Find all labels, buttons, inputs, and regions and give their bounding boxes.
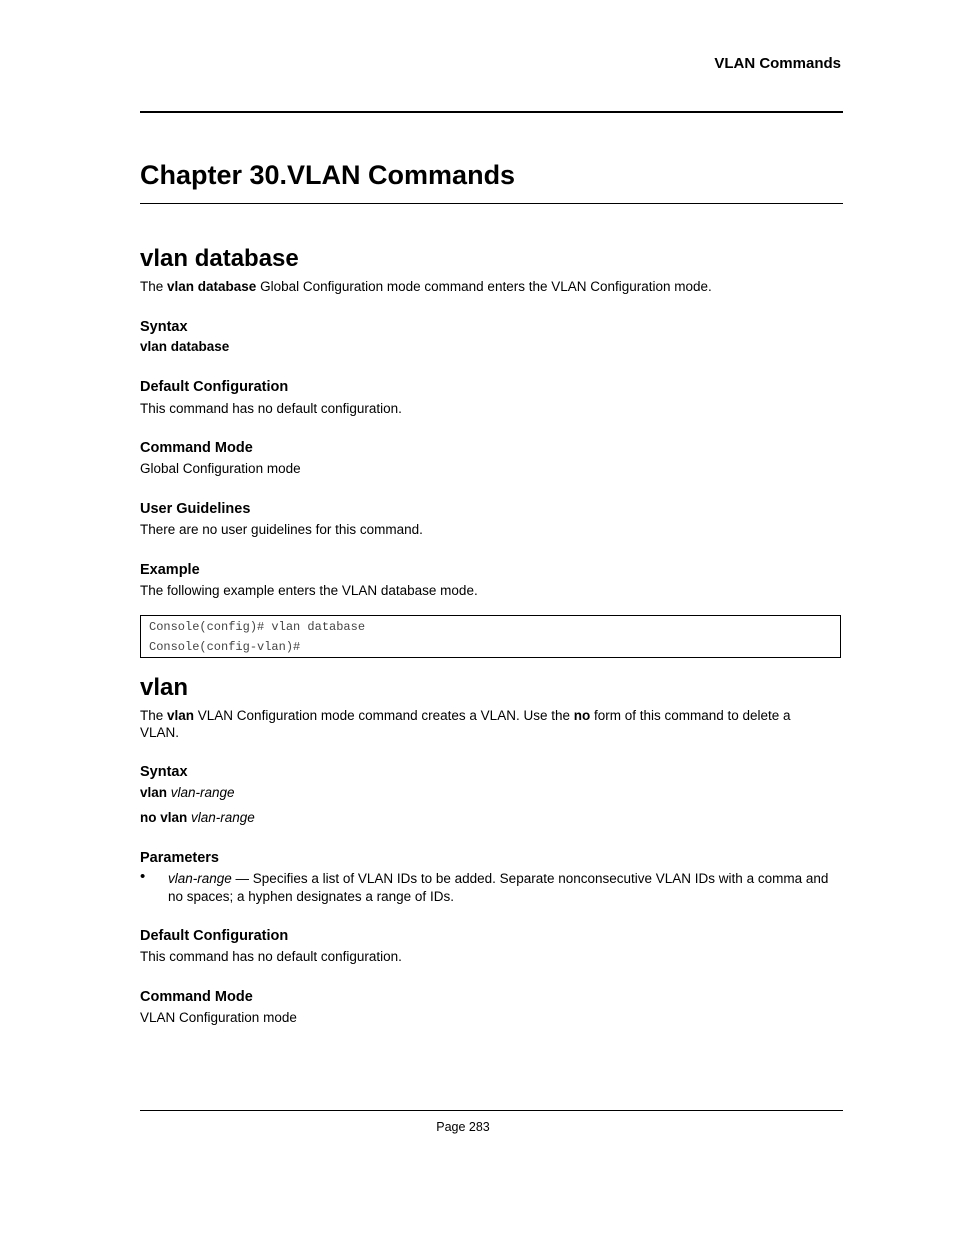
command-description	[140, 278, 830, 295]
default-configuration-text: This command has no default configuration.	[140, 949, 402, 964]
code-line: Console(config-vlan)#	[149, 640, 301, 654]
default-configuration-text: This command has no default configuration.	[140, 401, 402, 416]
syntax-line	[140, 339, 229, 354]
syntax-line	[140, 785, 235, 800]
syntax-command: vlan	[140, 785, 168, 800]
description-text: Global Configuration mode command enters the VLAN Configuration mode.	[256, 279, 712, 294]
syntax-command: no vlan	[140, 810, 188, 825]
section-heading-default-configuration: Default Configuration	[140, 379, 289, 395]
section-heading-default-configuration: Default Configuration	[140, 928, 289, 944]
parameter-name: vlan-range	[168, 871, 232, 886]
description-command-name: vlan	[167, 708, 195, 723]
page-number: Page 283	[436, 1120, 490, 1134]
description-text: VLAN Configuration mode command creates a VLAN. Use the	[194, 708, 574, 723]
description-text: form of this command to delete a VLAN.	[140, 708, 791, 740]
section-heading-example: Example	[140, 562, 200, 578]
section-heading-command-mode: Command Mode	[140, 440, 253, 456]
footer-rule	[140, 1110, 843, 1111]
command-description	[140, 707, 830, 741]
code-example-box	[140, 615, 841, 658]
command-mode-text: VLAN Configuration mode	[140, 1010, 297, 1025]
code-line: Console(config)# vlan database	[149, 620, 366, 634]
user-guidelines-text: There are no user guidelines for this command.	[140, 522, 423, 537]
section-heading-user-guidelines: User Guidelines	[140, 501, 251, 517]
description-text: The	[140, 708, 168, 723]
example-text: The following example enters the VLAN database mode.	[140, 583, 478, 598]
command-heading-vlan: vlan	[140, 674, 189, 701]
chapter-title: Chapter 30.VLAN Commands	[140, 160, 516, 190]
syntax-parameter: vlan-range	[191, 810, 255, 825]
command-mode-text: Global Configuration mode	[140, 461, 301, 476]
description-text: The	[140, 279, 168, 294]
bullet: •	[140, 868, 146, 885]
header-rule	[140, 111, 843, 113]
section-heading-command-mode: Command Mode	[140, 989, 253, 1005]
syntax-line	[140, 810, 255, 825]
syntax-command: vlan database	[140, 339, 230, 354]
syntax-parameter: vlan-range	[170, 785, 235, 800]
running-header-title: VLAN Commands	[714, 55, 841, 72]
section-heading-syntax: Syntax	[140, 764, 188, 780]
description-command-name: vlan database	[167, 279, 257, 294]
command-heading-vlan-database: vlan database	[140, 245, 299, 272]
chapter-rule	[140, 203, 843, 204]
section-heading-parameters: Parameters	[140, 850, 219, 866]
section-heading-syntax: Syntax	[140, 319, 188, 335]
description-keyword: no	[573, 708, 591, 723]
parameter-description: — Specifies a list of VLAN IDs to be added. Separate nonconsecutive VLAN IDs with a comma and no spaces; a hyphen designates a range of IDs.	[168, 871, 829, 904]
parameter-item	[168, 870, 838, 906]
